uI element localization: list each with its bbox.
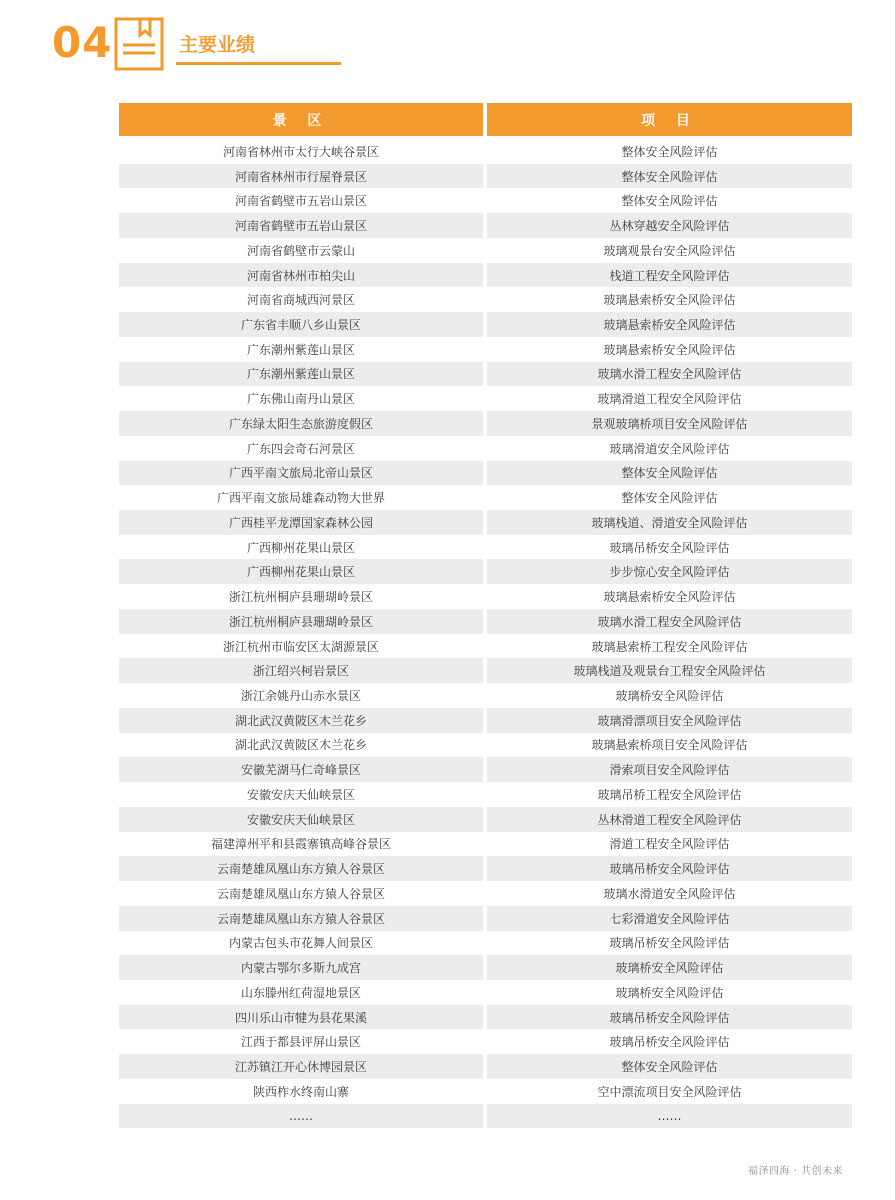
table-row (119, 263, 852, 288)
table-row (119, 955, 852, 980)
table-row (119, 362, 852, 387)
scenic-area-cell: 广西柳州花果山景区 (246, 540, 355, 555)
project-cell: 玻璃悬索桥安全风险评估 (487, 312, 852, 337)
scenic-area-cell: 河南省林州市太行大峡谷景区 (222, 144, 379, 159)
project-cell: …… (487, 1104, 852, 1129)
table-row (119, 535, 852, 560)
achievements-table (119, 103, 852, 1128)
table-row (119, 411, 852, 436)
project-cell: 丛林穿越安全风险评估 (487, 213, 852, 238)
project-cell: 景观玻璃桥项目安全风险评估 (487, 411, 852, 436)
table-row (119, 1079, 852, 1104)
project-cell: 栈道工程安全风险评估 (487, 263, 852, 288)
table-row (119, 1005, 852, 1030)
scenic-area-cell: 云南楚雄凤凰山东方猿人谷景区 (119, 906, 483, 931)
project-cell: 整体安全风险评估 (487, 461, 852, 486)
project-cell: 滑索项目安全风险评估 (487, 757, 852, 782)
scenic-area-cell: 河南省林州市行屋脊景区 (119, 164, 483, 189)
project-cell: 玻璃悬索桥安全风险评估 (603, 293, 736, 308)
scenic-area-cell: 广西平南文旅局雄森动物大世界 (216, 491, 385, 506)
scenic-area-cell: 内蒙古包头市花舞人间景区 (228, 936, 373, 951)
project-cell: 整体安全风险评估 (487, 164, 852, 189)
table-row (119, 559, 852, 584)
table-row (119, 856, 852, 881)
section-title: 主要业绩 (179, 34, 256, 56)
project-cell: 玻璃悬索桥安全风险评估 (603, 342, 736, 357)
project-cell: 滑道工程安全风险评估 (609, 837, 730, 852)
table-row (119, 980, 852, 1005)
scenic-area-cell: 云南楚雄凤凰山东方猿人谷景区 (216, 886, 385, 901)
table-row (119, 1104, 852, 1129)
project-cell: 整体安全风险评估 (621, 491, 718, 506)
scenic-area-cell: …… (119, 1104, 483, 1129)
scenic-area-cell: 江西于都县评屏山景区 (240, 1035, 361, 1050)
table-row (119, 1054, 852, 1079)
project-cell: 玻璃水滑工程安全风险评估 (487, 362, 852, 387)
table-row (119, 906, 852, 931)
scenic-area-cell: 广东潮州紫莲山景区 (246, 342, 355, 357)
scenic-area-cell: 浙江绍兴柯岩景区 (119, 658, 483, 683)
table-row (119, 213, 852, 238)
project-cell: 整体安全风险评估 (487, 1054, 852, 1079)
project-cell: 七彩滑道安全风险评估 (487, 906, 852, 931)
project-cell: 玻璃吊桥安全风险评估 (609, 936, 730, 951)
table-row (119, 386, 852, 411)
table-row (119, 164, 852, 189)
table-row (119, 708, 852, 733)
scenic-area-cell: 安徽安庆天仙峡景区 (246, 787, 355, 802)
table-row (119, 757, 852, 782)
scenic-area-cell: 浙江余姚丹山赤水景区 (240, 689, 361, 704)
scenic-area-cell: 四川乐山市犍为县花果溪 (119, 1005, 483, 1030)
scenic-area-cell: 湖北武汉黄陂区木兰花乡 (119, 708, 483, 733)
table-row (119, 584, 852, 609)
project-cell: 玻璃栈道及观景台工程安全风险评估 (487, 658, 852, 683)
scenic-area-cell: 广西桂平龙潭国家森林公园 (119, 510, 483, 535)
project-cell: 玻璃水滑工程安全风险评估 (487, 609, 852, 634)
table-row (119, 436, 852, 461)
table-row (119, 337, 852, 362)
page-header (0, 0, 895, 90)
table-row (119, 139, 852, 164)
project-cell: 整体安全风险评估 (621, 144, 718, 159)
project-cell: 玻璃桥安全风险评估 (615, 689, 724, 704)
scenic-area-cell: 河南省鹤壁市云蒙山 (246, 243, 355, 258)
scenic-area-cell: 安徽安庆天仙峡景区 (119, 807, 483, 832)
column-header-scenic-area: 景 区 (119, 103, 483, 136)
table-row (119, 931, 852, 956)
project-cell: 玻璃栈道、滑道安全风险评估 (487, 510, 852, 535)
scenic-area-cell: 广西平南文旅局北帝山景区 (119, 461, 483, 486)
table-row (119, 807, 852, 832)
project-cell: 玻璃悬索桥项目安全风险评估 (591, 738, 748, 753)
project-cell: 玻璃悬索桥安全风险评估 (603, 590, 736, 605)
table-row (119, 238, 852, 263)
scenic-area-cell: 广东佛山南丹山景区 (246, 392, 355, 407)
project-cell: 玻璃观景台安全风险评估 (603, 243, 736, 258)
project-cell: 整体安全风险评估 (621, 194, 718, 209)
table-row (119, 658, 852, 683)
scenic-area-cell: 陕西柞水终南山寨 (252, 1084, 349, 1099)
scenic-area-cell: 河南省鹤壁市五岩山景区 (119, 213, 483, 238)
table-row (119, 312, 852, 337)
project-cell: 玻璃吊桥安全风险评估 (609, 540, 730, 555)
column-header-project: 项 目 (487, 103, 852, 136)
scenic-area-cell: 福建漳州平和县霞寨镇高峰谷景区 (210, 837, 391, 852)
table-row (119, 510, 852, 535)
scenic-area-cell: 浙江杭州市临安区太湖源景区 (222, 639, 379, 654)
scenic-area-cell: 广东四会奇石河景区 (246, 441, 355, 456)
table-row (119, 733, 852, 758)
table-row (119, 634, 852, 659)
scenic-area-cell: 河南省鹤壁市五岩山景区 (234, 194, 367, 209)
project-cell: 空中漂流项目安全风险评估 (597, 1084, 742, 1099)
project-cell: 玻璃滑漂项目安全风险评估 (487, 708, 852, 733)
project-cell: 玻璃滑道安全风险评估 (609, 441, 730, 456)
scenic-area-cell: 广西柳州花果山景区 (119, 559, 483, 584)
project-cell: 玻璃桥安全风险评估 (615, 985, 724, 1000)
scenic-area-cell: 河南省商城西河景区 (246, 293, 355, 308)
table-row (119, 609, 852, 634)
project-cell: 玻璃水滑道安全风险评估 (603, 886, 736, 901)
table-row (119, 287, 852, 312)
scenic-area-cell: 内蒙古鄂尔多斯九成宫 (119, 955, 483, 980)
scenic-area-cell: 云南楚雄凤凰山东方猿人谷景区 (119, 856, 483, 881)
footer-slogan: 福泽四海 · 共创未来 (747, 1166, 843, 1177)
scenic-area-cell: 广东省丰顺八乡山景区 (119, 312, 483, 337)
folder-document-icon (114, 17, 164, 71)
table-row (119, 1029, 852, 1054)
table-row (119, 832, 852, 857)
scenic-area-cell: 浙江杭州桐庐县珊瑚岭景区 (119, 609, 483, 634)
table-row (119, 683, 852, 708)
project-cell: 玻璃滑道工程安全风险评估 (597, 392, 742, 407)
scenic-area-cell: 广东潮州紫莲山景区 (119, 362, 483, 387)
table-body (119, 139, 852, 1128)
project-cell: 玻璃吊桥安全风险评估 (487, 1005, 852, 1030)
scenic-area-cell: 广东绿太阳生态旅游度假区 (119, 411, 483, 436)
table-row (119, 881, 852, 906)
project-cell: 玻璃桥安全风险评估 (487, 955, 852, 980)
table-row (119, 188, 852, 213)
project-cell: 丛林滑道工程安全风险评估 (487, 807, 852, 832)
project-cell: 步步惊心安全风险评估 (487, 559, 852, 584)
table-header (119, 103, 852, 136)
table-row (119, 485, 852, 510)
scenic-area-cell: 河南省林州市柏尖山 (119, 263, 483, 288)
scenic-area-cell: 浙江杭州桐庐县珊瑚岭景区 (228, 590, 373, 605)
scenic-area-cell: 湖北武汉黄陂区木兰花乡 (234, 738, 367, 753)
scenic-area-cell: 山东滕州红荷湿地景区 (240, 985, 361, 1000)
project-cell: 玻璃吊桥工程安全风险评估 (597, 787, 742, 802)
section-number: 04 (52, 18, 113, 67)
table-row (119, 461, 852, 486)
project-cell: 玻璃吊桥安全风险评估 (487, 856, 852, 881)
section-title-underline (176, 62, 341, 65)
project-cell: 玻璃吊桥安全风险评估 (609, 1035, 730, 1050)
scenic-area-cell: 安徽芜湖马仁奇峰景区 (119, 757, 483, 782)
scenic-area-cell: 江苏镇江开心休博园景区 (119, 1054, 483, 1079)
table-row (119, 782, 852, 807)
project-cell: 玻璃悬索桥工程安全风险评估 (591, 639, 748, 654)
